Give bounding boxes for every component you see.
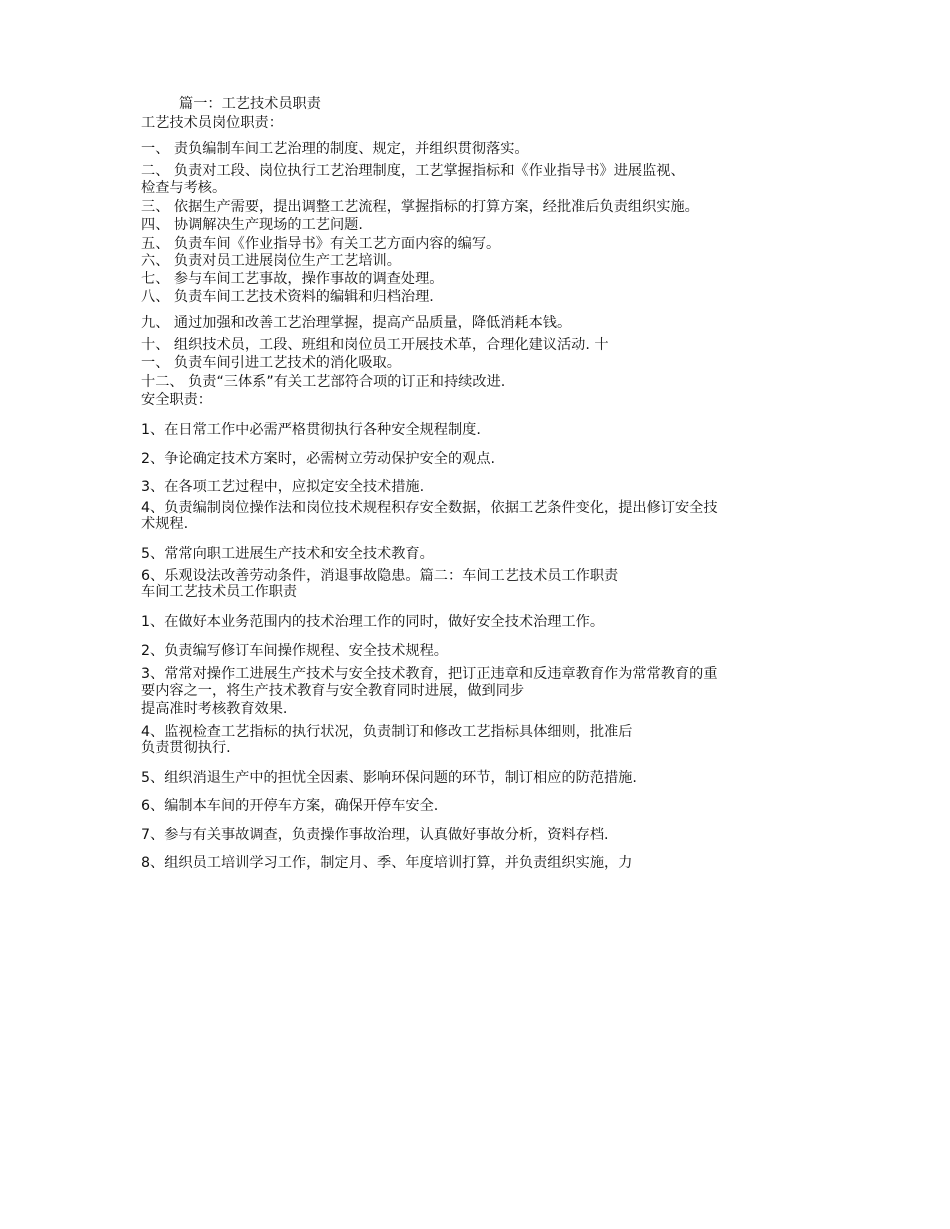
duty-item-12: 十二、 负责“三体系”有关工艺部符合项的订正和持续改进. [141, 374, 506, 390]
safety-item-3: 3、在各项工艺过程中，应拟定安全技术措施. [141, 479, 425, 495]
workshop-item-4-cont: 负责贯彻执行. [141, 740, 231, 756]
workshop-item-5: 5、组织消退生产中的担忧全因素、影响环保问题的环节，制订相应的防范措施. [141, 770, 637, 786]
duty-item-10: 十、 组织技术员，工段、班组和岗位员工开展技术革，合理化建议活动. 十 [141, 337, 609, 353]
safety-item-4-cont: 术规程. [141, 516, 189, 532]
workshop-item-1: 1、在做好本业务范围内的技术治理工作的同时，做好安全技术治理工作。 [141, 614, 605, 630]
duty-item-4: 四、 协调解决生产现场的工艺问题. [141, 217, 363, 233]
duty-item-2-cont: 检查与考核。 [141, 180, 227, 196]
duty-item-3: 三、 依据生产需要，提出调整工艺流程，掌握指标的打算方案，经批准后负责组织实施。 [141, 199, 699, 215]
duty-item-5: 五、 负责车间《作业指导书》有关工艺方面内容的编写。 [141, 236, 501, 252]
workshop-item-3: 3、常常对操作工进展生产技术与安全技术教育，把订正违章和反违章教育作为常常教育的重 [141, 666, 718, 682]
heading-part-one: 篇一：工艺技术员职责 [179, 96, 321, 112]
safety-item-2: 2、争论确定技术方案时，必需树立劳动保护安全的观点. [141, 451, 496, 467]
duty-item-1: 一、 责负编制车间工艺治理的制度、规定，并组织贯彻落实。 [141, 141, 529, 157]
safety-item-1: 1、在日常工作中必需严格贯彻执行各种安全规程制度. [141, 422, 481, 438]
duty-item-2: 二、 负责对工段、岗位执行工艺治理制度，工艺掌握指标和《作业指导书》进展监视、 [141, 163, 685, 179]
workshop-item-6: 6、编制本车间的开停车方案，确保开停车安全. [141, 798, 439, 814]
workshop-item-3-cont-2: 提高准时考核教育效果. [141, 701, 288, 717]
safety-item-6: 6、乐观设法改善劳动条件，消退事故隐患。篇二：车间工艺技术员工作职责 [141, 568, 619, 584]
duty-item-7: 七、 参与车间工艺事故，操作事故的调查处理。 [141, 271, 444, 287]
duty-item-8: 八、 负责车间工艺技术资料的编辑和归档治理. [141, 289, 434, 305]
workshop-item-2: 2、负责编写修订车间操作规程、安全技术规程。 [141, 643, 448, 659]
workshop-item-3-cont-1: 要内容之一，将生产技术教育与安全教育同时进展，做到同步 [141, 683, 525, 699]
workshop-item-4: 4、监视检查工艺指标的执行状况，负责制订和修改工艺指标具体细则，批准后 [141, 724, 633, 740]
workshop-item-7: 7、参与有关事故调查，负责操作事故治理，认真做好事故分析，资料存档. [141, 827, 609, 843]
workshop-item-8: 8、组织员工培训学习工作，制定月、季、年度培训打算，并负责组织实施，力 [141, 855, 633, 871]
heading-part-two: 车间工艺技术员工作职责 [141, 584, 298, 600]
duty-item-9: 九、 通过加强和改善工艺治理掌握，提高产品质量，降低消耗本钱。 [141, 315, 572, 331]
duty-item-6: 六、 负责对员工进展岗位生产工艺培训。 [141, 253, 401, 269]
safety-item-5: 5、常常向职工进展生产技术和安全技术教育。 [141, 546, 434, 562]
duty-item-11: 一、 负责车间引进工艺技术的消化吸取。 [141, 355, 401, 371]
section-title-safety-duties: 安全职责： [141, 392, 212, 408]
safety-item-4: 4、负责编制岗位操作法和岗位技术规程积存安全数据，依据工艺条件变化，提出修订安全技 [141, 500, 718, 516]
section-title-process-duties: 工艺技术员岗位职责： [141, 115, 283, 131]
